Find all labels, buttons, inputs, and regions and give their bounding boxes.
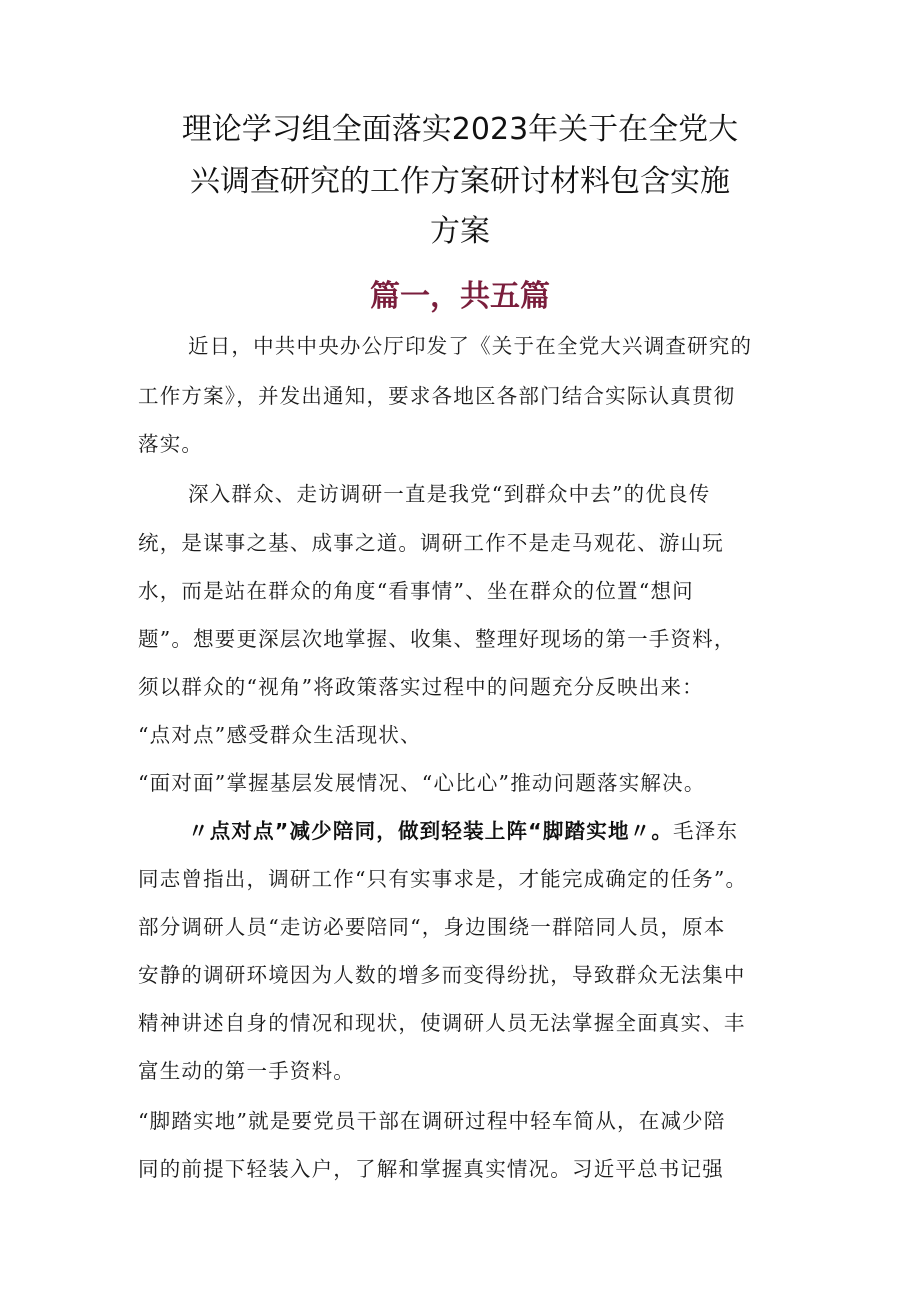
document-subtitle: 篇一，共五篇 [370, 279, 550, 314]
body-line-6: 水，而是站在群众的角度“看事情”、坐在群众的位置“想问 [138, 579, 694, 603]
body-line-10: “面对面”掌握基层发展情况、“心比心”推动问题落实解决。 [138, 771, 706, 795]
body-line-7: 题”。想要更深层次地掌握、收集、整理好现场的第一手资料， [138, 627, 736, 651]
body-line-11-tail: 毛泽东 [673, 819, 739, 843]
body-line-11 [188, 816, 738, 846]
document-title-line-3: 方案 [430, 214, 490, 249]
body-line-13: 部分调研人员“走访必要陪同“，身边围绕一群陪同人员，原本 [138, 915, 726, 939]
bold-heading-phrase: 〃点对点”减少陪同，做到轻装上阵“脚踏实地〃。 [188, 819, 674, 843]
body-line-1: 近日，中共中央办公厅印发了《关于在全党大兴调查研究的 [188, 334, 753, 358]
body-line-15: 精神讲述自身的情况和现状，使调研人员无法掌握全面真实、丰 [138, 1011, 746, 1035]
body-line-14: 安静的调研环境因为人数的增多而变得纷扰，导致群众无法集中 [138, 963, 746, 987]
body-line-5: 统，是谋事之基、成事之道。调研工作不是走马观花、游山玩 [138, 531, 724, 555]
body-line-16: 富生动的第一手资料。 [138, 1059, 355, 1083]
document-title-line-2: 兴调查研究的工作方案研讨材料包含实施 [190, 164, 730, 199]
body-line-12: 同志曾指出，调研工作“只有实事求是，才能完成确定的任务”。 [138, 867, 748, 891]
body-line-17: “脚踏实地”就是要党员干部在调研过程中轻车简从，在减少陪 [138, 1109, 726, 1133]
body-line-9: “点对点”感受群众生活现状、 [138, 723, 422, 747]
body-line-4: 深入群众、走访调研一直是我党“到群众中去”的优良传 [188, 482, 711, 506]
body-line-3: 落实。 [138, 432, 204, 456]
body-line-2: 工作方案》，并发出通知，要求各地区各部门结合实际认真贯彻 [138, 384, 736, 408]
body-line-18: 同的前提下轻装入户，了解和掌握真实情况。习近平总书记强 [138, 1157, 724, 1181]
body-line-8: 须以群众的“视角”将政策落实过程中的问题充分反映出来： [138, 675, 704, 699]
document-title-line-1: 理论学习组全面落实2023年关于在全党大 [181, 112, 739, 147]
